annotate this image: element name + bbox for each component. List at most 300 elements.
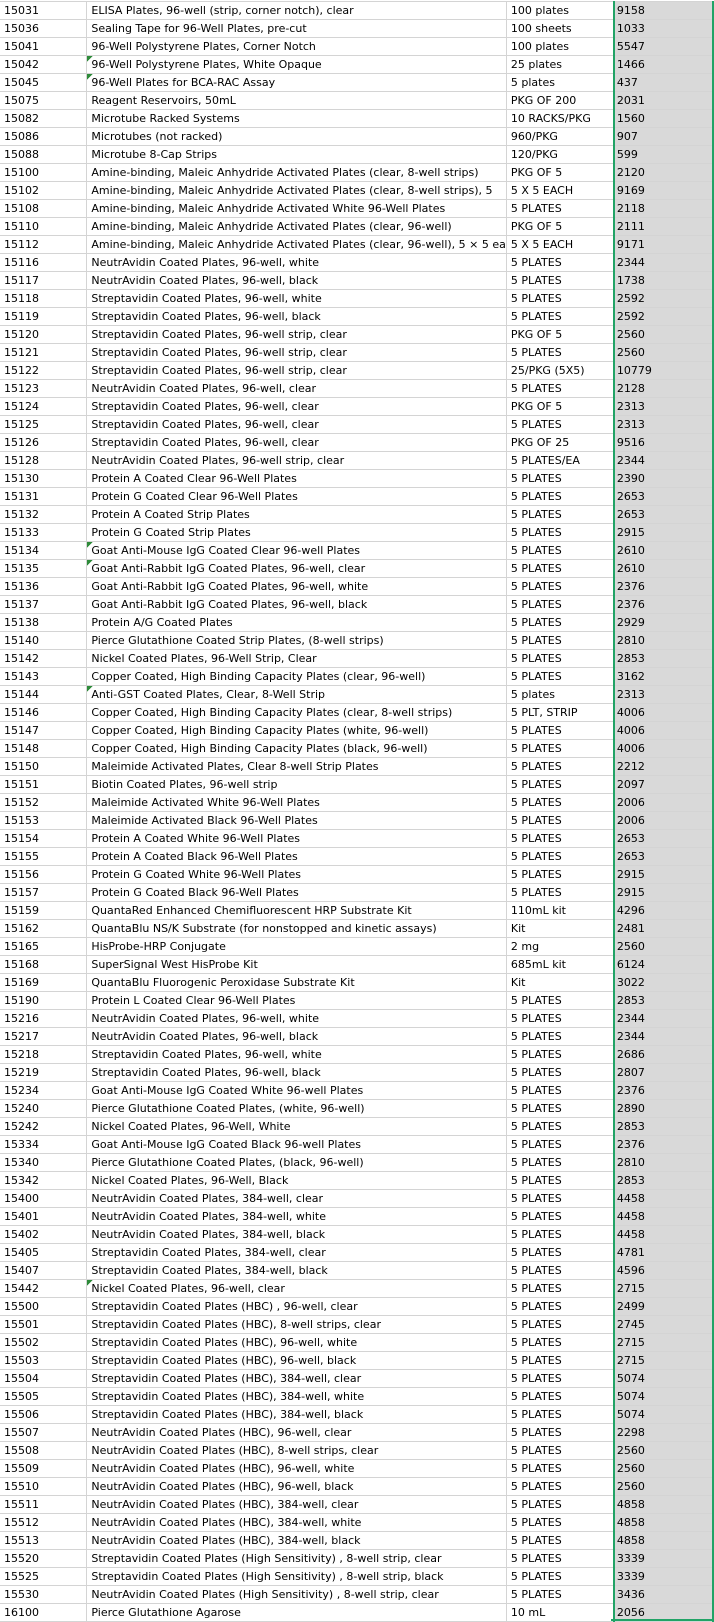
description-cell[interactable]: Streptavidin Coated Plates, 96-well, black bbox=[87, 308, 507, 326]
catalog-number-cell[interactable]: 15507 bbox=[0, 1424, 87, 1442]
package-size-cell[interactable]: 5 PLATES bbox=[506, 1514, 614, 1532]
catalog-number-cell[interactable]: 15117 bbox=[0, 272, 87, 290]
catalog-number-cell[interactable]: 15152 bbox=[0, 794, 87, 812]
price-cell[interactable]: 2128 bbox=[614, 380, 713, 398]
package-size-cell[interactable]: Kit bbox=[506, 974, 614, 992]
package-size-cell[interactable]: 5 PLATES bbox=[506, 524, 614, 542]
package-size-cell[interactable]: 5 PLATES bbox=[506, 506, 614, 524]
price-cell[interactable]: 2686 bbox=[614, 1046, 713, 1064]
package-size-cell[interactable]: 100 plates bbox=[506, 38, 614, 56]
catalog-number-cell[interactable]: 15150 bbox=[0, 758, 87, 776]
catalog-number-cell[interactable]: 15157 bbox=[0, 884, 87, 902]
catalog-number-cell[interactable]: 15503 bbox=[0, 1352, 87, 1370]
package-size-cell[interactable]: 960/PKG bbox=[506, 128, 614, 146]
price-cell[interactable]: 2810 bbox=[614, 1154, 713, 1172]
description-cell[interactable]: NeutrAvidin Coated Plates (HBC), 96-well, black bbox=[87, 1478, 507, 1496]
package-size-cell[interactable]: 10 mL bbox=[506, 1604, 614, 1622]
catalog-number-cell[interactable]: 15134 bbox=[0, 542, 87, 560]
price-cell[interactable]: 2298 bbox=[614, 1424, 713, 1442]
catalog-number-cell[interactable]: 15159 bbox=[0, 902, 87, 920]
package-size-cell[interactable]: 100 plates bbox=[506, 2, 614, 20]
price-cell[interactable]: 4858 bbox=[614, 1514, 713, 1532]
price-cell[interactable]: 5074 bbox=[614, 1370, 713, 1388]
description-cell[interactable]: ELISA Plates, 96-well (strip, corner notch), clear bbox=[87, 2, 507, 20]
package-size-cell[interactable]: 5 PLATES bbox=[506, 758, 614, 776]
package-size-cell[interactable]: 5 PLATES bbox=[506, 866, 614, 884]
description-cell[interactable]: Pierce Glutathione Agarose bbox=[87, 1604, 507, 1622]
description-cell[interactable]: Goat Anti-Rabbit IgG Coated Plates, 96-well, clear bbox=[87, 560, 507, 578]
description-cell[interactable]: Nickel Coated Plates, 96-Well, Black bbox=[87, 1172, 507, 1190]
description-cell[interactable]: Goat Anti-Rabbit IgG Coated Plates, 96-well, white bbox=[87, 578, 507, 596]
catalog-number-cell[interactable]: 15108 bbox=[0, 200, 87, 218]
package-size-cell[interactable]: 5 PLATES bbox=[506, 272, 614, 290]
description-cell[interactable]: NeutrAvidin Coated Plates, 96-well, clear bbox=[87, 380, 507, 398]
catalog-number-cell[interactable]: 15508 bbox=[0, 1442, 87, 1460]
package-size-cell[interactable]: 120/PKG bbox=[506, 146, 614, 164]
description-cell[interactable]: Copper Coated, High Binding Capacity Plates (white, 96-well) bbox=[87, 722, 507, 740]
description-cell[interactable]: Protein A/G Coated Plates bbox=[87, 614, 507, 632]
description-cell[interactable]: Protein G Coated White 96-Well Plates bbox=[87, 866, 507, 884]
price-cell[interactable]: 2592 bbox=[614, 308, 713, 326]
catalog-number-cell[interactable]: 15442 bbox=[0, 1280, 87, 1298]
package-size-cell[interactable]: 25 plates bbox=[506, 56, 614, 74]
catalog-number-cell[interactable]: 15082 bbox=[0, 110, 87, 128]
price-cell[interactable]: 4858 bbox=[614, 1496, 713, 1514]
catalog-number-cell[interactable]: 15525 bbox=[0, 1568, 87, 1586]
catalog-number-cell[interactable]: 15240 bbox=[0, 1100, 87, 1118]
package-size-cell[interactable]: 5 plates bbox=[506, 74, 614, 92]
catalog-number-cell[interactable]: 15165 bbox=[0, 938, 87, 956]
price-cell[interactable]: 3436 bbox=[614, 1586, 713, 1604]
price-cell[interactable]: 3339 bbox=[614, 1550, 713, 1568]
price-cell[interactable]: 2715 bbox=[614, 1352, 713, 1370]
catalog-number-cell[interactable]: 15340 bbox=[0, 1154, 87, 1172]
package-size-cell[interactable]: 5 PLATES bbox=[506, 1118, 614, 1136]
price-cell[interactable]: 4458 bbox=[614, 1226, 713, 1244]
price-cell[interactable]: 5074 bbox=[614, 1406, 713, 1424]
price-cell[interactable]: 9158 bbox=[614, 2, 713, 20]
catalog-number-cell[interactable]: 15510 bbox=[0, 1478, 87, 1496]
price-cell[interactable]: 2376 bbox=[614, 1082, 713, 1100]
catalog-number-cell[interactable]: 15136 bbox=[0, 578, 87, 596]
catalog-number-cell[interactable]: 15110 bbox=[0, 218, 87, 236]
price-cell[interactable]: 907 bbox=[614, 128, 713, 146]
description-cell[interactable]: NeutrAvidin Coated Plates (HBC), 96-well, white bbox=[87, 1460, 507, 1478]
package-size-cell[interactable]: 5 PLATES bbox=[506, 1244, 614, 1262]
price-cell[interactable]: 2481 bbox=[614, 920, 713, 938]
description-cell[interactable]: Streptavidin Coated Plates, 96-well, black bbox=[87, 1064, 507, 1082]
description-cell[interactable]: QuantaBlu NS/K Substrate (for nonstopped and kinetic assays) bbox=[87, 920, 507, 938]
package-size-cell[interactable]: 5 PLATES bbox=[506, 776, 614, 794]
package-size-cell[interactable]: 5 PLATES bbox=[506, 1586, 614, 1604]
price-cell[interactable]: 4596 bbox=[614, 1262, 713, 1280]
catalog-number-cell[interactable]: 15512 bbox=[0, 1514, 87, 1532]
price-cell[interactable]: 2097 bbox=[614, 776, 713, 794]
package-size-cell[interactable]: Kit bbox=[506, 920, 614, 938]
price-cell[interactable]: 2499 bbox=[614, 1298, 713, 1316]
package-size-cell[interactable]: 5 PLATES bbox=[506, 1352, 614, 1370]
description-cell[interactable]: NeutrAvidin Coated Plates (HBC), 384-well, clear bbox=[87, 1496, 507, 1514]
description-cell[interactable]: NeutrAvidin Coated Plates (HBC), 8-well strips, clear bbox=[87, 1442, 507, 1460]
price-cell[interactable]: 2653 bbox=[614, 848, 713, 866]
description-cell[interactable]: Pierce Glutathione Coated Plates, (black, 96-well) bbox=[87, 1154, 507, 1172]
price-cell[interactable]: 2715 bbox=[614, 1280, 713, 1298]
package-size-cell[interactable]: 5 PLATES bbox=[506, 632, 614, 650]
price-cell[interactable]: 2560 bbox=[614, 1442, 713, 1460]
description-cell[interactable]: Nickel Coated Plates, 96-Well, White bbox=[87, 1118, 507, 1136]
price-cell[interactable]: 4458 bbox=[614, 1208, 713, 1226]
catalog-number-cell[interactable]: 15401 bbox=[0, 1208, 87, 1226]
package-size-cell[interactable]: 5 PLATES bbox=[506, 1370, 614, 1388]
package-size-cell[interactable]: 5 PLATES bbox=[506, 1424, 614, 1442]
description-cell[interactable]: NeutrAvidin Coated Plates, 96-well, white bbox=[87, 1010, 507, 1028]
description-cell[interactable]: QuantaBlu Fluorogenic Peroxidase Substrate Kit bbox=[87, 974, 507, 992]
price-cell[interactable]: 4006 bbox=[614, 704, 713, 722]
description-cell[interactable]: NeutrAvidin Coated Plates (High Sensitivity) , 8-well strip, clear bbox=[87, 1586, 507, 1604]
package-size-cell[interactable]: 5 PLATES bbox=[506, 488, 614, 506]
price-cell[interactable]: 2915 bbox=[614, 866, 713, 884]
package-size-cell[interactable]: 5 PLATES bbox=[506, 290, 614, 308]
description-cell[interactable]: Streptavidin Coated Plates, 384-well, black bbox=[87, 1262, 507, 1280]
description-cell[interactable]: 96-Well Plates for BCA-RAC Assay bbox=[87, 74, 507, 92]
description-cell[interactable]: Sealing Tape for 96-Well Plates, pre-cut bbox=[87, 20, 507, 38]
catalog-number-cell[interactable]: 15142 bbox=[0, 650, 87, 668]
price-cell[interactable]: 3339 bbox=[614, 1568, 713, 1586]
package-size-cell[interactable]: 5 PLATES bbox=[506, 200, 614, 218]
catalog-number-cell[interactable]: 15342 bbox=[0, 1172, 87, 1190]
price-cell[interactable]: 2853 bbox=[614, 650, 713, 668]
package-size-cell[interactable]: 5 PLATES bbox=[506, 1046, 614, 1064]
description-cell[interactable]: Biotin Coated Plates, 96-well strip bbox=[87, 776, 507, 794]
price-cell[interactable]: 2111 bbox=[614, 218, 713, 236]
description-cell[interactable]: QuantaRed Enhanced Chemifluorescent HRP Substrate Kit bbox=[87, 902, 507, 920]
price-cell[interactable]: 2807 bbox=[614, 1064, 713, 1082]
package-size-cell[interactable]: 5 PLATES bbox=[506, 1568, 614, 1586]
price-cell[interactable]: 4458 bbox=[614, 1190, 713, 1208]
description-cell[interactable]: SuperSignal West HisProbe Kit bbox=[87, 956, 507, 974]
price-cell[interactable]: 2376 bbox=[614, 1136, 713, 1154]
package-size-cell[interactable]: 5 PLATES bbox=[506, 884, 614, 902]
description-cell[interactable]: Protein L Coated Clear 96-Well Plates bbox=[87, 992, 507, 1010]
description-cell[interactable]: Amine-binding, Maleic Anhydride Activated Plates (clear, 96-well), 5 × 5 ea bbox=[87, 236, 507, 254]
price-cell[interactable]: 1033 bbox=[614, 20, 713, 38]
price-cell[interactable]: 2212 bbox=[614, 758, 713, 776]
price-cell[interactable]: 2653 bbox=[614, 488, 713, 506]
description-cell[interactable]: NeutrAvidin Coated Plates (HBC), 96-well, clear bbox=[87, 1424, 507, 1442]
package-size-cell[interactable]: 5 PLATES bbox=[506, 542, 614, 560]
description-cell[interactable]: Copper Coated, High Binding Capacity Plates (clear, 8-well strips) bbox=[87, 704, 507, 722]
price-cell[interactable]: 2376 bbox=[614, 578, 713, 596]
package-size-cell[interactable]: 5 PLATES bbox=[506, 848, 614, 866]
description-cell[interactable]: Pierce Glutathione Coated Plates, (white, 96-well) bbox=[87, 1100, 507, 1118]
catalog-number-cell[interactable]: 15151 bbox=[0, 776, 87, 794]
package-size-cell[interactable]: 5 PLATES bbox=[506, 1172, 614, 1190]
catalog-number-cell[interactable]: 15124 bbox=[0, 398, 87, 416]
catalog-number-cell[interactable]: 15147 bbox=[0, 722, 87, 740]
catalog-number-cell[interactable]: 15169 bbox=[0, 974, 87, 992]
catalog-number-cell[interactable]: 15218 bbox=[0, 1046, 87, 1064]
price-cell[interactable]: 2056 bbox=[614, 1604, 713, 1622]
package-size-cell[interactable]: 5 PLATES bbox=[506, 1532, 614, 1550]
package-size-cell[interactable]: 2 mg bbox=[506, 938, 614, 956]
description-cell[interactable]: 96-Well Polystyrene Plates, White Opaque bbox=[87, 56, 507, 74]
catalog-number-cell[interactable]: 15219 bbox=[0, 1064, 87, 1082]
price-cell[interactable]: 2915 bbox=[614, 524, 713, 542]
description-cell[interactable]: Streptavidin Coated Plates (HBC), 384-well, black bbox=[87, 1406, 507, 1424]
package-size-cell[interactable]: 5 PLATES bbox=[506, 1478, 614, 1496]
package-size-cell[interactable]: PKG OF 5 bbox=[506, 164, 614, 182]
description-cell[interactable]: Pierce Glutathione Coated Strip Plates, (8-well strips) bbox=[87, 632, 507, 650]
catalog-number-cell[interactable]: 15086 bbox=[0, 128, 87, 146]
price-cell[interactable]: 2592 bbox=[614, 290, 713, 308]
catalog-number-cell[interactable]: 15148 bbox=[0, 740, 87, 758]
price-cell[interactable]: 2560 bbox=[614, 1460, 713, 1478]
description-cell[interactable]: Amine-binding, Maleic Anhydride Activated Plates (clear, 8-well strips) bbox=[87, 164, 507, 182]
description-cell[interactable]: NeutrAvidin Coated Plates, 384-well, white bbox=[87, 1208, 507, 1226]
price-cell[interactable]: 3162 bbox=[614, 668, 713, 686]
package-size-cell[interactable]: 5 PLATES bbox=[506, 830, 614, 848]
package-size-cell[interactable]: 5 PLATES bbox=[506, 1028, 614, 1046]
price-cell[interactable]: 2344 bbox=[614, 1028, 713, 1046]
package-size-cell[interactable]: 5 PLATES bbox=[506, 1280, 614, 1298]
catalog-number-cell[interactable]: 15234 bbox=[0, 1082, 87, 1100]
price-cell[interactable]: 2344 bbox=[614, 254, 713, 272]
price-cell[interactable]: 2853 bbox=[614, 1172, 713, 1190]
catalog-number-cell[interactable]: 15155 bbox=[0, 848, 87, 866]
description-cell[interactable]: Nickel Coated Plates, 96-well, clear bbox=[87, 1280, 507, 1298]
package-size-cell[interactable]: 5 PLATES bbox=[506, 1082, 614, 1100]
price-cell[interactable]: 2853 bbox=[614, 1118, 713, 1136]
description-cell[interactable]: NeutrAvidin Coated Plates, 96-well, black bbox=[87, 272, 507, 290]
catalog-number-cell[interactable]: 15132 bbox=[0, 506, 87, 524]
package-size-cell[interactable]: 685mL kit bbox=[506, 956, 614, 974]
catalog-number-cell[interactable]: 15506 bbox=[0, 1406, 87, 1424]
package-size-cell[interactable]: 5 PLATES bbox=[506, 1154, 614, 1172]
price-cell[interactable]: 2006 bbox=[614, 812, 713, 830]
catalog-number-cell[interactable]: 15131 bbox=[0, 488, 87, 506]
package-size-cell[interactable]: 5 PLATES bbox=[506, 614, 614, 632]
catalog-number-cell[interactable]: 15100 bbox=[0, 164, 87, 182]
catalog-number-cell[interactable]: 15511 bbox=[0, 1496, 87, 1514]
description-cell[interactable]: Maleimide Activated Plates, Clear 8-well Strip Plates bbox=[87, 758, 507, 776]
catalog-number-cell[interactable]: 15118 bbox=[0, 290, 87, 308]
catalog-number-cell[interactable]: 15500 bbox=[0, 1298, 87, 1316]
package-size-cell[interactable]: 5 PLATES bbox=[506, 1334, 614, 1352]
catalog-number-cell[interactable]: 15102 bbox=[0, 182, 87, 200]
description-cell[interactable]: Goat Anti-Mouse IgG Coated White 96-well Plates bbox=[87, 1082, 507, 1100]
catalog-number-cell[interactable]: 15031 bbox=[0, 2, 87, 20]
description-cell[interactable]: Amine-binding, Maleic Anhydride Activated Plates (clear, 8-well strips), 5 bbox=[87, 182, 507, 200]
description-cell[interactable]: Streptavidin Coated Plates (HBC), 96-well, white bbox=[87, 1334, 507, 1352]
price-cell[interactable]: 1738 bbox=[614, 272, 713, 290]
description-cell[interactable]: NeutrAvidin Coated Plates, 384-well, clear bbox=[87, 1190, 507, 1208]
description-cell[interactable]: Streptavidin Coated Plates (HBC), 8-well strips, clear bbox=[87, 1316, 507, 1334]
package-size-cell[interactable]: 5 PLATES bbox=[506, 1100, 614, 1118]
price-cell[interactable]: 437 bbox=[614, 74, 713, 92]
catalog-number-cell[interactable]: 15075 bbox=[0, 92, 87, 110]
price-cell[interactable]: 4781 bbox=[614, 1244, 713, 1262]
price-cell[interactable]: 2560 bbox=[614, 938, 713, 956]
catalog-number-cell[interactable]: 15190 bbox=[0, 992, 87, 1010]
description-cell[interactable]: Nickel Coated Plates, 96-Well Strip, Clear bbox=[87, 650, 507, 668]
package-size-cell[interactable]: 5 PLATES bbox=[506, 1010, 614, 1028]
description-cell[interactable]: Microtube 8-Cap Strips bbox=[87, 146, 507, 164]
price-cell[interactable]: 1466 bbox=[614, 56, 713, 74]
price-cell[interactable]: 4006 bbox=[614, 740, 713, 758]
catalog-number-cell[interactable]: 15130 bbox=[0, 470, 87, 488]
price-cell[interactable]: 3022 bbox=[614, 974, 713, 992]
package-size-cell[interactable]: PKG OF 5 bbox=[506, 218, 614, 236]
package-size-cell[interactable]: 110mL kit bbox=[506, 902, 614, 920]
package-size-cell[interactable]: 5 PLATES bbox=[506, 1460, 614, 1478]
catalog-number-cell[interactable]: 15405 bbox=[0, 1244, 87, 1262]
description-cell[interactable]: NeutrAvidin Coated Plates, 96-well, white bbox=[87, 254, 507, 272]
price-cell[interactable]: 2313 bbox=[614, 686, 713, 704]
description-cell[interactable]: Reagent Reservoirs, 50mL bbox=[87, 92, 507, 110]
description-cell[interactable]: Anti-GST Coated Plates, Clear, 8-Well Strip bbox=[87, 686, 507, 704]
package-size-cell[interactable]: 5 PLATES bbox=[506, 1442, 614, 1460]
catalog-number-cell[interactable]: 15119 bbox=[0, 308, 87, 326]
package-size-cell[interactable]: 5 PLATES bbox=[506, 560, 614, 578]
description-cell[interactable]: NeutrAvidin Coated Plates, 96-well, black bbox=[87, 1028, 507, 1046]
package-size-cell[interactable]: 5 PLATES bbox=[506, 1190, 614, 1208]
price-cell[interactable]: 2653 bbox=[614, 506, 713, 524]
catalog-number-cell[interactable]: 15143 bbox=[0, 668, 87, 686]
description-cell[interactable]: NeutrAvidin Coated Plates (HBC), 384-well, white bbox=[87, 1514, 507, 1532]
description-cell[interactable]: Maleimide Activated White 96-Well Plates bbox=[87, 794, 507, 812]
catalog-number-cell[interactable]: 15112 bbox=[0, 236, 87, 254]
price-cell[interactable]: 9516 bbox=[614, 434, 713, 452]
catalog-number-cell[interactable]: 15138 bbox=[0, 614, 87, 632]
price-cell[interactable]: 2929 bbox=[614, 614, 713, 632]
description-cell[interactable]: Streptavidin Coated Plates (High Sensitivity) , 8-well strip, clear bbox=[87, 1550, 507, 1568]
description-cell[interactable]: Streptavidin Coated Plates, 96-well strip, clear bbox=[87, 326, 507, 344]
catalog-number-cell[interactable]: 15042 bbox=[0, 56, 87, 74]
price-cell[interactable]: 2810 bbox=[614, 632, 713, 650]
catalog-number-cell[interactable]: 15088 bbox=[0, 146, 87, 164]
description-cell[interactable]: Streptavidin Coated Plates, 96-well, clear bbox=[87, 416, 507, 434]
package-size-cell[interactable]: 5 PLT, STRIP bbox=[506, 704, 614, 722]
price-cell[interactable]: 2610 bbox=[614, 560, 713, 578]
price-cell[interactable]: 2560 bbox=[614, 344, 713, 362]
description-cell[interactable]: 96-Well Polystyrene Plates, Corner Notch bbox=[87, 38, 507, 56]
price-cell[interactable]: 2313 bbox=[614, 398, 713, 416]
price-cell[interactable]: 2853 bbox=[614, 992, 713, 1010]
package-size-cell[interactable]: PKG OF 5 bbox=[506, 398, 614, 416]
description-cell[interactable]: Goat Anti-Rabbit IgG Coated Plates, 96-well, black bbox=[87, 596, 507, 614]
price-cell[interactable]: 4006 bbox=[614, 722, 713, 740]
package-size-cell[interactable]: 5 plates bbox=[506, 686, 614, 704]
package-size-cell[interactable]: 5 PLATES bbox=[506, 1208, 614, 1226]
package-size-cell[interactable]: 5 PLATES bbox=[506, 344, 614, 362]
catalog-number-cell[interactable]: 15156 bbox=[0, 866, 87, 884]
catalog-number-cell[interactable]: 15334 bbox=[0, 1136, 87, 1154]
package-size-cell[interactable]: 10 RACKS/PKG bbox=[506, 110, 614, 128]
description-cell[interactable]: Streptavidin Coated Plates (HBC), 384-well, clear bbox=[87, 1370, 507, 1388]
package-size-cell[interactable]: 5 PLATES bbox=[506, 1316, 614, 1334]
description-cell[interactable]: Protein G Coated Black 96-Well Plates bbox=[87, 884, 507, 902]
catalog-number-cell[interactable]: 15168 bbox=[0, 956, 87, 974]
catalog-number-cell[interactable]: 15036 bbox=[0, 20, 87, 38]
price-cell[interactable]: 2890 bbox=[614, 1100, 713, 1118]
price-cell[interactable]: 599 bbox=[614, 146, 713, 164]
description-cell[interactable]: HisProbe-HRP Conjugate bbox=[87, 938, 507, 956]
price-cell[interactable]: 9169 bbox=[614, 182, 713, 200]
description-cell[interactable]: Streptavidin Coated Plates (HBC), 384-well, white bbox=[87, 1388, 507, 1406]
description-cell[interactable]: Protein G Coated Clear 96-Well Plates bbox=[87, 488, 507, 506]
price-cell[interactable]: 2560 bbox=[614, 326, 713, 344]
package-size-cell[interactable]: 5 PLATES bbox=[506, 812, 614, 830]
price-cell[interactable]: 2376 bbox=[614, 596, 713, 614]
description-cell[interactable]: Maleimide Activated Black 96-Well Plates bbox=[87, 812, 507, 830]
catalog-number-cell[interactable]: 15502 bbox=[0, 1334, 87, 1352]
description-cell[interactable]: Protein A Coated Clear 96-Well Plates bbox=[87, 470, 507, 488]
catalog-number-cell[interactable]: 15407 bbox=[0, 1262, 87, 1280]
price-cell[interactable]: 2344 bbox=[614, 452, 713, 470]
description-cell[interactable]: Protein G Coated Strip Plates bbox=[87, 524, 507, 542]
package-size-cell[interactable]: 5 PLATES bbox=[506, 1496, 614, 1514]
catalog-number-cell[interactable]: 15501 bbox=[0, 1316, 87, 1334]
catalog-number-cell[interactable]: 15045 bbox=[0, 74, 87, 92]
description-cell[interactable]: NeutrAvidin Coated Plates, 96-well strip, clear bbox=[87, 452, 507, 470]
package-size-cell[interactable]: 5 PLATES bbox=[506, 380, 614, 398]
package-size-cell[interactable]: 5 PLATES bbox=[506, 1136, 614, 1154]
description-cell[interactable]: Copper Coated, High Binding Capacity Plates (clear, 96-well) bbox=[87, 668, 507, 686]
catalog-number-cell[interactable]: 15123 bbox=[0, 380, 87, 398]
package-size-cell[interactable]: 25/PKG (5X5) bbox=[506, 362, 614, 380]
package-size-cell[interactable]: 5 PLATES bbox=[506, 1406, 614, 1424]
description-cell[interactable]: Amine-binding, Maleic Anhydride Activated White 96-Well Plates bbox=[87, 200, 507, 218]
price-cell[interactable]: 5074 bbox=[614, 1388, 713, 1406]
price-cell[interactable]: 10779 bbox=[614, 362, 713, 380]
description-cell[interactable]: Streptavidin Coated Plates (HBC) , 96-well, clear bbox=[87, 1298, 507, 1316]
package-size-cell[interactable]: 5 PLATES bbox=[506, 596, 614, 614]
catalog-number-cell[interactable]: 15509 bbox=[0, 1460, 87, 1478]
price-cell[interactable]: 2715 bbox=[614, 1334, 713, 1352]
catalog-number-cell[interactable]: 15144 bbox=[0, 686, 87, 704]
catalog-number-cell[interactable]: 15133 bbox=[0, 524, 87, 542]
package-size-cell[interactable]: 5 PLATES bbox=[506, 650, 614, 668]
price-cell[interactable]: 5547 bbox=[614, 38, 713, 56]
package-size-cell[interactable]: 5 PLATES bbox=[506, 578, 614, 596]
catalog-number-cell[interactable]: 15116 bbox=[0, 254, 87, 272]
package-size-cell[interactable]: 5 PLATES bbox=[506, 470, 614, 488]
catalog-number-cell[interactable]: 15402 bbox=[0, 1226, 87, 1244]
description-cell[interactable]: Streptavidin Coated Plates, 96-well, white bbox=[87, 1046, 507, 1064]
description-cell[interactable]: Protein A Coated Black 96-Well Plates bbox=[87, 848, 507, 866]
catalog-number-cell[interactable]: 15125 bbox=[0, 416, 87, 434]
package-size-cell[interactable]: 5 PLATES bbox=[506, 1262, 614, 1280]
catalog-number-cell[interactable]: 15505 bbox=[0, 1388, 87, 1406]
price-cell[interactable]: 2390 bbox=[614, 470, 713, 488]
catalog-number-cell[interactable]: 15520 bbox=[0, 1550, 87, 1568]
package-size-cell[interactable]: 5 PLATES bbox=[506, 1388, 614, 1406]
catalog-number-cell[interactable]: 15146 bbox=[0, 704, 87, 722]
price-cell[interactable]: 2745 bbox=[614, 1316, 713, 1334]
price-cell[interactable]: 2006 bbox=[614, 794, 713, 812]
description-cell[interactable]: Amine-binding, Maleic Anhydride Activated Plates (clear, 96-well) bbox=[87, 218, 507, 236]
price-cell[interactable]: 4296 bbox=[614, 902, 713, 920]
price-cell[interactable]: 2653 bbox=[614, 830, 713, 848]
package-size-cell[interactable]: 5 PLATES/EA bbox=[506, 452, 614, 470]
package-size-cell[interactable]: 5 PLATES bbox=[506, 1550, 614, 1568]
catalog-number-cell[interactable]: 15162 bbox=[0, 920, 87, 938]
price-cell[interactable]: 2120 bbox=[614, 164, 713, 182]
description-cell[interactable]: Microtubes (not racked) bbox=[87, 128, 507, 146]
price-cell[interactable]: 2118 bbox=[614, 200, 713, 218]
catalog-number-cell[interactable]: 15041 bbox=[0, 38, 87, 56]
catalog-number-cell[interactable]: 15153 bbox=[0, 812, 87, 830]
